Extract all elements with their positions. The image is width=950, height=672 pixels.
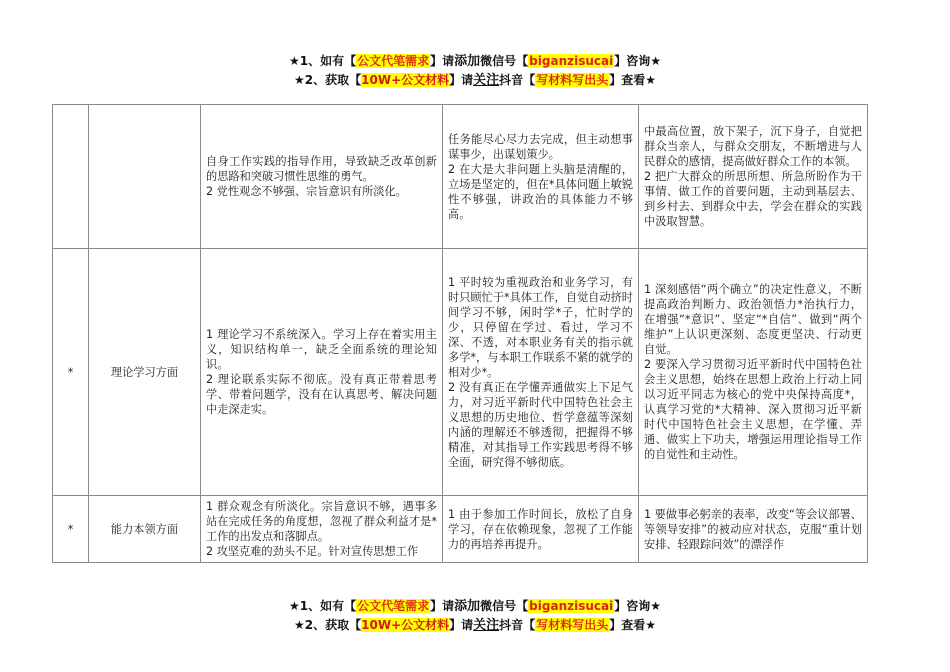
banner-line-1-mid: 】请 [430,599,455,613]
problems-cell: 1 理论学习不系统深入。学习上存在着实用主义，知识结构单一，缺乏全面系统的理论知识。 2 理论联系实际不彻底。没有真正带着思考学、带着问题学，没有在认真思考、解决问题中走深走实。 [201,249,443,496]
row-number [53,105,89,249]
banner-line-2-prefix: ★2、获取【 [294,73,362,87]
measures-cell: 1 深刻感悟“两个确立”的决定性意义，不断提高政治判断力、政治领悟力*治执行力，在增强“*意识”、坚定“*自信”、做到“两个维护”上认识更深刻、态度更坚决、行动更自觉。 2 要深入学习贯彻习近平新时代中国特色社会主义思想，始终在思想上政治上行动上同以习近平同志为核心的党中央保持高度*，认真学习党的*大精神、深入贯彻习近平新时代中国特色社会主义思想，在学懂、弄通、做实上下功夫，增强运用理论指导工作的自觉性和主动性。 [639,249,868,496]
banner-line-2-emphasis: 关注 [473,618,500,633]
table-row [53,496,868,563]
banner-line-1 [0,597,950,616]
row-number: * [53,496,89,563]
measures-cell: 1 要做事必躬亲的表率，改变“等会议部署、等领导安排”的被动应对状态，克服“重计划安排、轻跟踪问效”的漂浮作 [639,496,868,563]
measures-cell: 中最高位置，放下架子，沉下身子，自觉把群众当亲人，与群众交朋友，不断增进与人民群众的感情，提高做好群众工作的本领。 2 把广大群众的所思所想、所急所盼作为干事情、做工作的首要问题，主动到基层去、到乡村去、到群众中去，学会在群众的实践中汲取智慧。 [639,105,868,249]
causes-cell: 1 平时较为重视政治和业务学习，有时只顾忙于*具体工作，自觉自动挤时间学习不够，闲时学*子，忙时学的少，只停留在学过、看过，学习不深、不透，对本职业务有关的指示就多学*，与本职工作联系不紧的就学的相对少*。 2 没有真正在学懂弄通做实上下足气力，对习近平新时代中国特色社会主义思想的历史地位、哲学意蕴等深刻内涵的理解还不够透彻，把握得不够精准，对其指导工作实践思考得不够全面，研究得不够彻底。 [443,249,639,496]
banner-line-1-emphasis: 添加 [454,599,481,614]
banner-line-2-suffix: 】查看★ [609,618,656,632]
banner-line-2-highlight-materials: 10W+公文材料 [361,618,450,632]
banner-line-2-prefix: ★2、获取【 [294,618,362,632]
banner-line-1-mid2: 微信号【 [480,54,529,68]
banner-line-2-mid2: 抖音【 [499,618,536,632]
banner-top [0,52,950,90]
banner-line-2-douyin-account: 写材料写出头 [536,618,609,632]
causes-cell: 任务能尽心尽力去完成，但主动想事谋事少，出谋划策少。 2 在大是大非问题上头脑是清醒的，立场是坚定的，但在*具体问题上敏锐性不够强，讲政治的具体能力不够高。 [443,105,639,249]
row-number: * [53,249,89,496]
banner-line-2-emphasis: 关注 [473,73,500,88]
banner-bottom [0,597,950,635]
banner-line-2-suffix: 】查看★ [609,73,656,87]
table-row [53,105,868,249]
banner-line-1-emphasis: 添加 [454,54,481,69]
banner-line-1-wechat-id: biganzisucai [529,54,614,68]
banner-line-2 [0,616,950,635]
banner-line-2-mid: 】请 [449,73,474,87]
row-category: 能力本领方面 [89,496,201,563]
banner-line-1-prefix: ★1、如有【 [289,54,357,68]
banner-line-1-suffix: 】咨询★ [614,599,661,613]
banner-line-1-highlight-request: 公文代笔需求 [357,54,430,68]
banner-line-1-mid: 】请 [430,54,455,68]
problems-cell: 自身工作实践的指导作用，导致缺乏改革创新的思路和突破习惯性思维的勇气。 2 党性观念不够强、宗旨意识有所淡化。 [201,105,443,249]
banner-line-1 [0,52,950,71]
table-row [53,249,868,496]
banner-line-1-prefix: ★1、如有【 [289,599,357,613]
banner-line-2-douyin-account: 写材料写出头 [536,73,609,87]
row-category: 理论学习方面 [89,249,201,496]
problems-table [52,104,868,563]
banner-line-2-highlight-materials: 10W+公文材料 [361,73,450,87]
banner-line-1-highlight-request: 公文代笔需求 [357,599,430,613]
banner-line-1-mid2: 微信号【 [480,599,529,613]
causes-cell: 1 由于参加工作时间长，放松了自身学习，存在依赖现象，忽视了工作能力的再培养再提升。 [443,496,639,563]
banner-line-1-wechat-id: biganzisucai [529,599,614,613]
banner-line-2-mid2: 抖音【 [499,73,536,87]
banner-line-1-suffix: 】咨询★ [614,54,661,68]
banner-line-2 [0,71,950,90]
problems-cell: 1 群众观念有所淡化。宗旨意识不够，遇事多站在完成任务的角度想，忽视了群众利益才是*工作的出发点和落脚点。 2 攻坚克难的劲头不足。针对宣传思想工作 [201,496,443,563]
row-category [89,105,201,249]
banner-line-2-mid: 】请 [449,618,474,632]
